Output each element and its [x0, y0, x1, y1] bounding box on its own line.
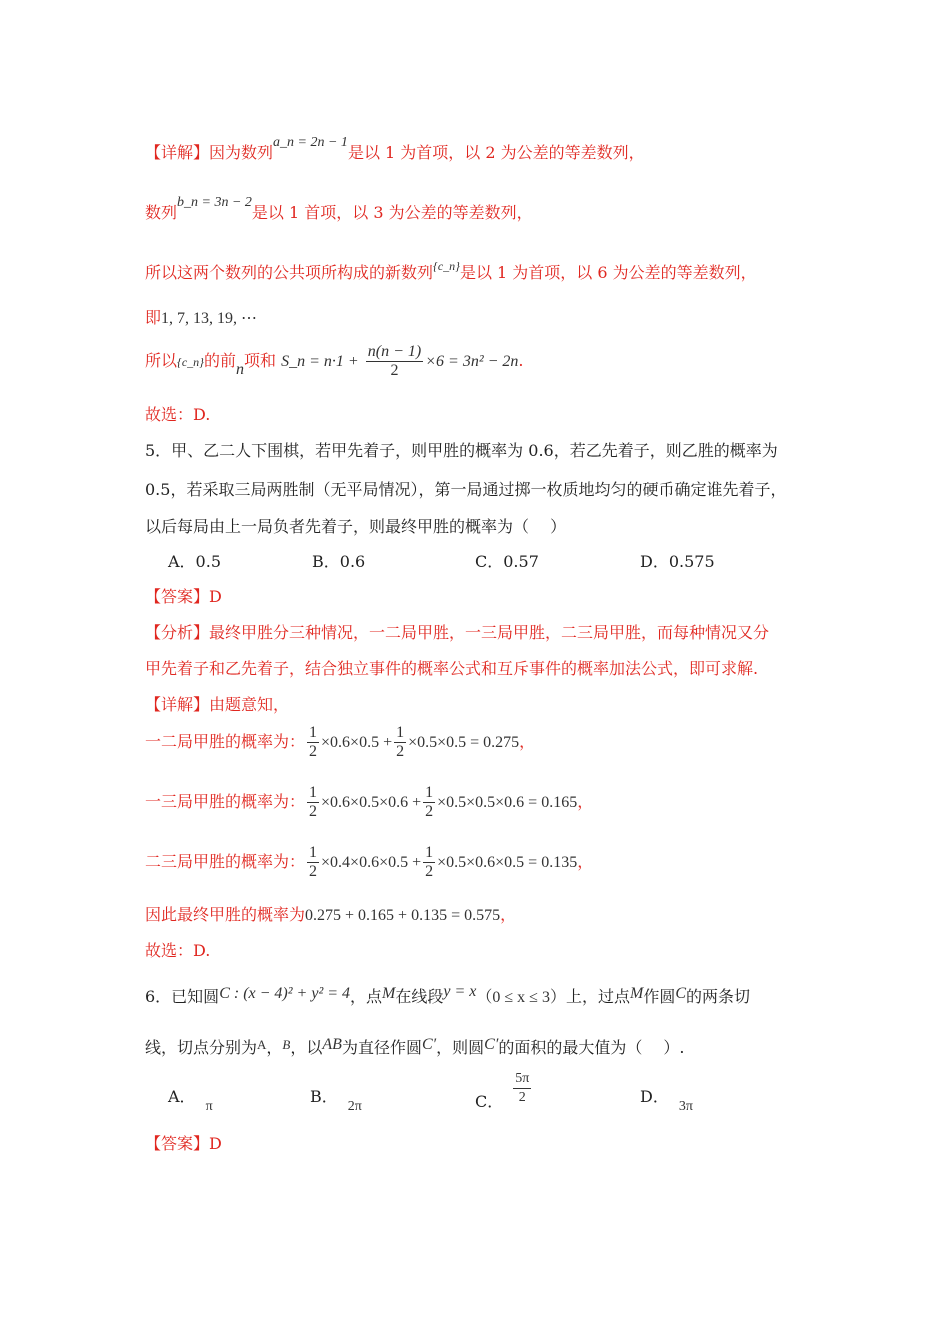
q6-option-b: B．2π	[310, 1087, 362, 1114]
an-formula: a_n = 2n − 1	[273, 135, 348, 150]
q5-option-b: B．0.6	[312, 552, 366, 571]
q4-detail-line-5: 所以{c_n}的前n项和 S_n = n·1 + $\frac{n(n - 1)}{2}$ ×6 = 3n² − 2n.	[145, 343, 524, 379]
q5-analysis-1: 【分析】最终甲胜分三种情况，一二局甲胜，一三局甲胜，二三局甲胜，而每种情况又分	[145, 623, 770, 642]
q5-stem-2: 0.5，若采取三局两胜制（无平局情况），第一局通过掷一枚质地均匀的硬币确定谁先着子，	[145, 480, 787, 499]
q5-stem-3: 以后每局由上一局负者先着子，则最终甲胜的概率为（ ）	[145, 517, 567, 536]
q6-stem-2: 线，切点分别为$^A$，$^B$，以AB为直径作圆C′，则圆C′的面积的最大值为（ ）.	[145, 1036, 685, 1057]
q4-detail-line-1: 【详解】因为数列a_n = 2n − 1是以 1 为首项，以 2 为公差的等差数列，	[145, 135, 645, 162]
circle-equation: C : (x − 4)² + y² = 4	[219, 985, 351, 1002]
q6-answer: 【答案】D	[145, 1134, 222, 1153]
q6-stem-1: 6．已知圆C : (x − 4)² + y² = 4，点M在线段y = x（0 ≤ x ≤ 3）上，过点M作圆C的两条切	[145, 983, 751, 1006]
q4-detail-line-3: 所以这两个数列的公共项所构成的新数列$^{\{c\_n\}}$是以 1 为首项，以 6 为公差的等差数列，	[145, 259, 757, 282]
q5-option-a: A．0.5	[168, 552, 222, 571]
q5-prob-12: 一二局甲胜的概率为： $\frac{1}{2}$ ×0.6×0.5 + $\frac{1}{2}$ ×0.5×0.5 = 0.275，	[145, 724, 536, 760]
bn-formula: b_n = 3n − 2	[177, 195, 252, 210]
sum-formula-rhs: ×6 = 3n² − 2n	[425, 353, 519, 370]
q5-option-c: C．0.57	[475, 552, 539, 571]
q5-option-d: D．0.575	[640, 552, 715, 571]
q4-detail-line-2: 数列b_n = 3n − 2是以 1 首项，以 3 为公差的等差数列，	[145, 195, 533, 222]
q5-analysis-2: 甲先着子和乙先着子，结合独立事件的概率公式和互斥事件的概率加法公式，即可求解.	[145, 659, 759, 678]
q4-detail-line-4: 即1, 7, 13, 19, ⋯	[145, 308, 258, 327]
q5-stem-1: 5．甲、乙二人下围棋，若甲先着子，则甲胜的概率为 0.6，若乙先着子，则乙胜的概率为	[145, 441, 778, 460]
q6-option-d: D．3π	[640, 1087, 693, 1114]
q4-conclusion: 故选：D.	[145, 405, 211, 424]
q5-prob-13: 一三局甲胜的概率为： $\frac{1}{2}$ ×0.6×0.5×0.6 + $\frac{1}{2}$ ×0.5×0.5×0.6 = 0.165，	[145, 784, 594, 820]
q6-option-a: A．π	[168, 1087, 213, 1114]
cn-sequence: {c_n}	[433, 259, 460, 273]
sum-formula-lhs: S_n = n·1 +	[281, 353, 359, 370]
q5-answer: 【答案】D	[145, 587, 222, 606]
q5-prob-23: 二三局甲胜的概率为： $\frac{1}{2}$ ×0.4×0.6×0.5 + $\frac{1}{2}$ ×0.5×0.6×0.5 = 0.135，	[145, 844, 594, 880]
sequence-terms: 1, 7, 13, 19, ⋯	[161, 310, 258, 327]
q5-detail: 【详解】由题意知，	[145, 695, 290, 714]
q5-conclusion: 故选：D.	[145, 941, 211, 960]
sum-fraction: $\frac{n(n - 1)}{2}$	[367, 343, 422, 379]
q6-option-c: C． $\frac{5\pi}{2}$	[475, 1071, 530, 1111]
q5-total: 因此最终甲胜的概率为0.275 + 0.165 + 0.135 = 0.575，	[145, 905, 517, 924]
